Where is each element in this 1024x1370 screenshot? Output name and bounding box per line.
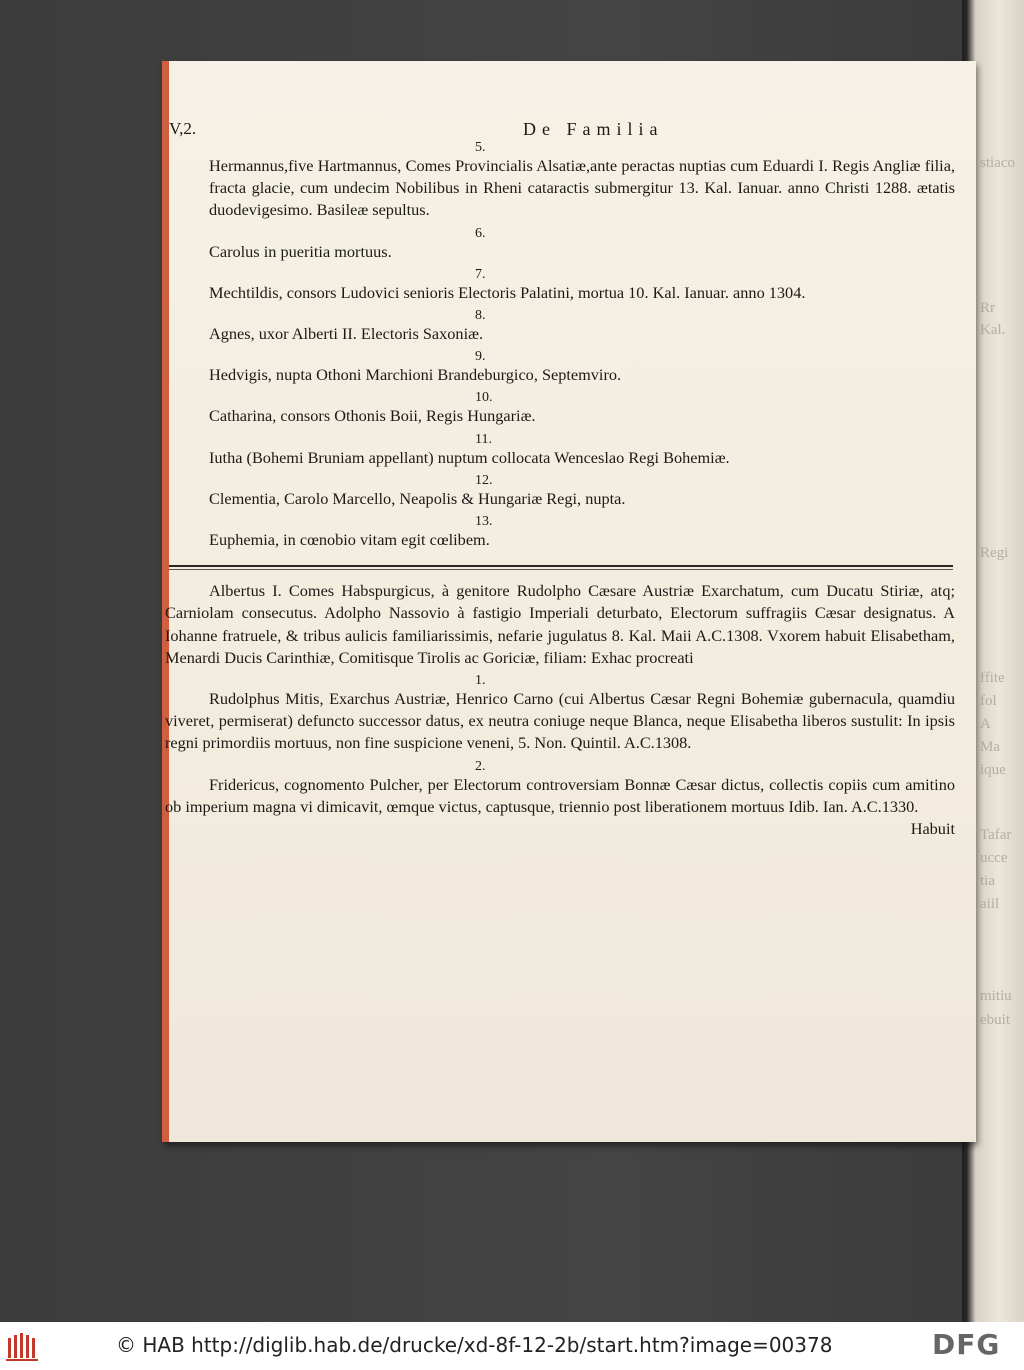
page-signature: V,2.	[169, 119, 197, 138]
genealogy-entry	[165, 760, 955, 818]
genealogy-entry	[165, 674, 955, 755]
entry-number: 12.	[475, 472, 493, 488]
ghost-text: Ma	[980, 739, 1000, 755]
entry-number: 8.	[475, 308, 486, 324]
ghost-text: Kal.	[980, 322, 1006, 338]
ghost-text: A	[980, 716, 991, 732]
entry-number: 7.	[475, 266, 486, 282]
ghost-text: Rr	[980, 300, 995, 316]
ghost-text: Regi	[980, 545, 1009, 561]
ghost-text: Tafar	[980, 827, 1012, 843]
hab-library-logo-icon	[6, 1332, 42, 1362]
ghost-text: mitiu	[980, 988, 1012, 1004]
viewer-footer	[0, 1322, 1024, 1370]
genealogy-entry	[165, 515, 955, 551]
entry-text: Clementia, Carolo Marcello, Neapolis & Hungariæ Regi, nupta.	[209, 488, 626, 508]
page-text	[165, 110, 955, 840]
ghost-text: fol	[980, 693, 997, 709]
ghost-text: ebuit	[980, 1012, 1010, 1028]
genealogy-entry	[165, 433, 955, 469]
dfg-logo: DFG	[932, 1328, 1001, 1361]
entry-text: Hermannus,five Hartmannus, Comes Provincialis Alsatiæ,ante peractas nuptias cum Eduardi I. Regis Angliæ filia, fracta glacie, cum undecim Nobilibus in Rheni cataractis submergitur 13. Kal. Ianuar. anno Christi 1288. ætatis duodevigesimo. Basileæ sepultus.	[209, 156, 955, 220]
ghost-text: ucce	[980, 850, 1008, 866]
entry-text: Fridericus, cognomento Pulcher, per Electorum controversiam Bonnæ Cæsar dictus, collectis copiis cum amitino ob imperium magna vi dimicavit, œmque victus, captusque, triennio post liberationem mortuus Idib. Ian. A.C.1330.	[165, 774, 955, 816]
section-rule	[169, 565, 953, 570]
ghost-text: tia	[980, 873, 995, 889]
genealogy-entry	[165, 391, 955, 427]
intro-text: Albertus I. Comes Habspurgicus, à genitore Rudolpho Cæsare Austriæ Exarchatum, cum Ducatu Stiriæ, atq; Carniolam consecutus. Adolpho Nassovio à fastigio Imperiali deturbato, Electorum suffragiis Cæsar designatus. A Iohanne fratruele, & tribus aulicis familiarissimis, nefarie jugulatus 8. Kal. Maii A.C.1308. Vxorem habuit Elisabetham, Menardi Ducis Carinthiæ, Comitisque Tirolis ac Goriciæ, filiam: Exhac procreati	[165, 581, 955, 667]
entry-text: Hedvigis, nupta Othoni Marchioni Brandeburgico, Septemviro.	[209, 365, 622, 385]
entry-text: Euphemia, in cœnobio vitam egit cœlibem.	[209, 530, 490, 550]
entry-number: 11.	[475, 431, 492, 447]
genealogy-entry	[165, 268, 955, 304]
entry-number: 10.	[475, 390, 493, 406]
copyright-link[interactable]: © HAB http://diglib.hab.de/drucke/xd-8f-12-2b/start.htm?image=00378	[116, 1333, 833, 1357]
ghost-text: stiaco	[980, 155, 1015, 171]
ghost-text: ffite	[980, 670, 1005, 686]
entry-text: Rudolphus Mitis, Exarchus Austriæ, Henrico Carno (cui Albertus Cæsar Regni Bohemiæ gubernacula, quamdiu viveret, permiserat) defuncto successor datus, ex neutra coniuge neque Blanca, neque Elisabetha liberos sustulit: In ipsis regni primordiis mortuus, non fine suspicione veneni, 5. Non. Quintil. A.C.1308.	[165, 689, 955, 753]
entry-text: Catharina, consors Othonis Boii, Regis Hungariæ.	[209, 406, 536, 426]
genealogy-entry	[165, 141, 955, 222]
ghost-text: ique	[980, 762, 1006, 778]
entry-text: Mechtildis, consors Ludovici senioris Electoris Palatini, mortua 10. Kal. Ianuar. anno 1304.	[209, 282, 806, 302]
running-title: De Familia	[523, 119, 664, 139]
genealogy-entry	[165, 350, 955, 386]
genealogy-entry	[165, 309, 955, 345]
genealogy-entry	[165, 227, 955, 263]
entry-number: 9.	[475, 349, 486, 365]
ghost-text: aiil	[980, 896, 1000, 912]
entry-text: Iutha (Bohemi Bruniam appellant) nuptum collocata Wenceslao Regi Bohemiæ.	[209, 447, 730, 467]
entry-text: Agnes, uxor Alberti II. Electoris Saxoniæ.	[209, 324, 484, 344]
entry-number: 1.	[475, 673, 486, 689]
section-intro	[165, 580, 955, 669]
catchword: Habuit	[910, 819, 955, 839]
genealogy-entry	[165, 474, 955, 510]
entry-number: 6.	[475, 225, 486, 241]
page-header	[165, 110, 955, 139]
entry-number: 5.	[475, 140, 486, 155]
entry-text: Carolus in pueritia mortuus.	[209, 241, 392, 261]
entry-number: 2.	[475, 758, 486, 774]
entry-number: 13.	[475, 514, 493, 530]
